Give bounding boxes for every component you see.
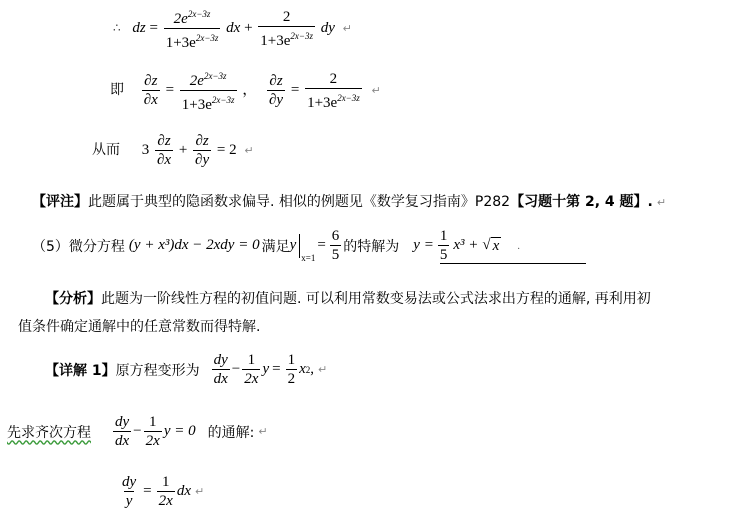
fraction-2 [258,9,315,49]
numerator-text: ∂z [157,133,171,149]
dy-term: dy [320,19,335,36]
return-mark-icon: ↵ [318,363,328,376]
problem-text-1: 微分方程 [68,238,125,255]
denominator-text: 1+3e [260,32,291,49]
y-term: y [262,361,270,377]
equation-partials [110,68,381,113]
comma: , [310,361,314,377]
denominator-text: y [125,493,133,509]
exponent: 2x−3z [337,92,360,103]
denominator-text: ∂y [195,152,210,168]
minus-sign: − [231,361,241,377]
comment-ref: 【习题十第 2, 4 题】 [510,194,648,210]
plus-sign: + [178,141,188,158]
partial-z-x [142,73,160,108]
equals-sign: = [143,483,152,499]
equation-dz [113,6,352,51]
analysis-tag: 【分析】 [45,291,101,307]
plus-sign: + [244,19,253,36]
numerator-text: 1 [148,414,157,430]
detail-tag: 【详解 1】 [45,362,116,379]
numerator-text: ∂z [144,73,158,89]
numerator-text: 2 [282,8,291,25]
comment-text: 此题属于典型的隐函数求偏导. 相似的例题见《数学复习指南》P282 [88,194,511,210]
problem-text-3: 的特解为 [343,238,400,255]
homog-text: 先求齐次方程 [7,424,91,441]
exponent: 2x−3z [203,71,227,81]
denominator-text: 2x [244,371,259,387]
numerator-text: 1 [287,352,296,368]
analysis-text-1: 此题为一阶线性方程的初值问题. 可以利用常数变易法或公式法求出方程的通解, 再利用初 [101,291,651,307]
analysis-text-2: 值条件确定通解中的任意常数而得特解. [18,319,261,335]
numerator-text: 1 [247,352,256,368]
exponent: 2x−3z [195,33,219,43]
denominator-text: dx [213,371,228,387]
exponent: 2 [305,364,311,375]
problem-number: （5） [32,238,69,255]
equals-two: = 2 [216,141,237,158]
denominator-text: 1+3e [307,94,338,111]
dy-over-y [120,474,138,509]
dx-term: dx [176,483,191,499]
answer-underline [440,263,586,264]
denominator-text: 5 [439,247,448,263]
numerator-text: 2e [189,73,204,89]
equals-sign: = [317,237,326,253]
numerator-text: 6 [331,228,340,244]
dy-dx [212,352,230,387]
exponent: 2x−3z [187,9,211,19]
dz-term: dz [132,19,146,36]
equals-sign: = [149,19,158,36]
homogeneous-equation [111,414,196,449]
partial-z-x [155,133,173,168]
answer-x-cubed: x³ + [453,237,479,253]
partial-z-y [267,73,285,108]
one-over-2x [144,414,162,449]
comment-paragraph [32,191,666,211]
denominator-text: 2x [145,433,160,449]
answer-end: . [517,239,521,252]
exponent: 2x−3z [211,95,235,105]
comment-tag: 【评注】 [32,194,88,210]
minus-sign: − [133,423,142,439]
fraction-1 [164,6,221,51]
comment-end: . [647,194,653,210]
denominator-text: dx [115,433,130,449]
detail-1 [45,352,327,387]
answer-fraction [438,228,450,263]
cond-fraction [330,228,342,263]
therefore-symbol: ∴ [113,20,121,35]
return-mark-icon: ↵ [371,83,381,97]
one-over-2x [242,352,260,387]
detail-text: 原方程变形为 [115,362,200,379]
denominator-text: 2x [158,493,173,509]
homogeneous-line [7,414,268,449]
denominator-text: ∂x [157,152,172,168]
coefficient: 3 [141,141,150,158]
problem-text-2: 满足 [261,238,290,255]
fraction-2 [305,71,362,111]
dx-term: dx [226,19,241,36]
particular-solution [413,228,520,263]
denominator-text: ∂y [269,92,284,108]
label-ji: 即 [110,81,124,98]
cond-subscript: x=1 [301,253,316,263]
equals-sign: = [290,81,300,98]
partial-z-y [193,133,211,168]
denominator-text: ∂x [143,92,158,108]
comma: ， [242,81,258,98]
numerator-text: ∂z [195,133,209,149]
fraction-1 [180,68,237,113]
exponent: 2x−3z [290,30,313,41]
equals-sign: = [165,81,175,98]
one-half [286,352,298,387]
dy-dx [113,414,131,449]
denominator-text: 5 [331,247,340,263]
numerator-text: 1 [161,474,170,490]
numerator-text: dy [115,414,130,430]
numerator-text: 1 [439,228,448,244]
homog-text-2: 的通解: [207,424,255,441]
initial-condition [290,228,344,263]
return-mark-icon: ↵ [244,143,254,157]
eval-bar [299,234,300,258]
numerator-text: dy [213,352,228,368]
x-term: x [299,361,306,377]
separated-equation [118,474,204,509]
numerator-text: 2 [329,70,338,87]
numerator-text: ∂z [269,73,283,89]
differential-equation: (y + x³)dx − 2xdy = 0 [128,237,260,253]
return-mark-icon: ↵ [342,21,352,35]
transformed-equation [210,352,328,387]
answer-sqrt-x: x [492,237,500,254]
problem-5 [32,228,520,263]
analysis-paragraph [45,288,651,308]
y-equals-zero: y = 0 [163,423,196,439]
equation-sum [92,133,254,168]
numerator-text: dy [122,474,137,490]
return-mark-icon: ↵ [656,196,667,209]
equals-sign: = [272,361,281,377]
label-congér: 从而 [92,141,120,158]
answer-y: y = [413,237,434,253]
numerator-text: 2e [173,11,188,27]
analysis-paragraph-line2 [18,316,260,336]
cond-y: y [289,237,297,253]
return-mark-icon: ↵ [194,485,205,498]
sqrt-symbol-icon: √ [482,237,491,253]
denominator-text: 1+3e [181,97,212,113]
denominator-text: 1+3e [165,35,196,51]
return-mark-icon: ↵ [258,425,268,438]
one-over-2x [157,474,175,509]
denominator-text: 2 [287,371,296,387]
